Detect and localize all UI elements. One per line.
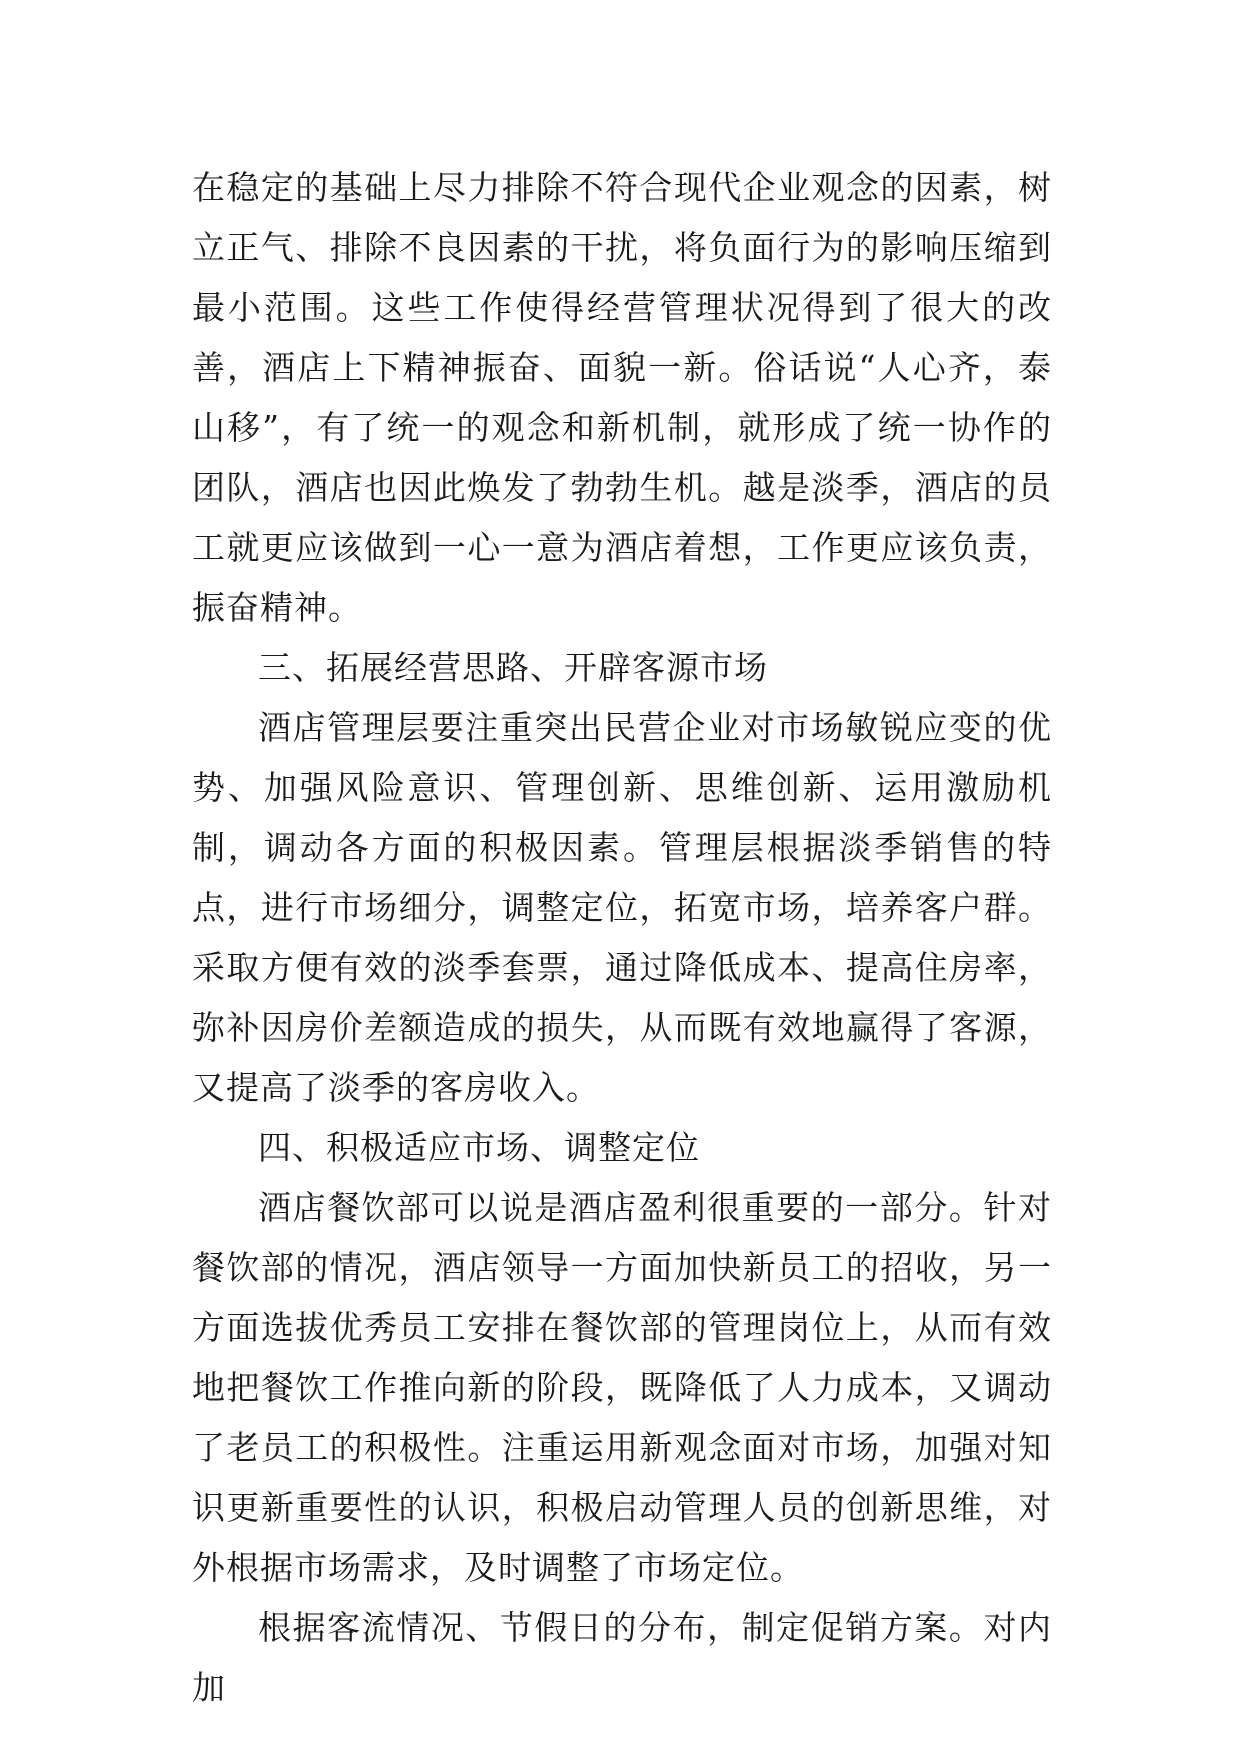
- document-body: [192, 158, 1052, 1718]
- paragraph-catering: 酒店餐饮部可以说是酒店盈利很重要的一部分。针对餐饮部的情况，酒店领导一方面加快新员工的招收，另一方面选拔优秀员工安排在餐饮部的管理岗位上，从而有效地把餐饮工作推向新的阶段，既降低了人力成本，又调动了老员工的积极性。注重运用新观念面对市场，加强对知识更新重要性的认识，积极启动管理人员的创新思维，对外根据市场需求，及时调整了市场定位。: [192, 1188, 1052, 1587]
- section-heading-3: 三、拓展经营思路、开辟客源市场: [258, 648, 768, 687]
- paragraph-market-strategy: 酒店管理层要注重突出民营企业对市场敏锐应变的优势、加强风险意识、管理创新、思维创新、运用激励机制，调动各方面的积极因素。管理层根据淡季销售的特点，进行市场细分，调整定位，拓宽市场，培养客户群。采取方便有效的淡季套票，通过降低成本、提高住房率，弥补因房价差额造成的损失，从而既有效地赢得了客源，又提高了淡季的客房收入。: [192, 708, 1052, 1107]
- section-heading-4: 四、积极适应市场、调整定位: [258, 1128, 700, 1167]
- paragraph-continuation: 在稳定的基础上尽力排除不符合现代企业观念的因素，树立正气、排除不良因素的干扰，将负面行为的影响压缩到最小范围。这些工作使得经营管理状况得到了很大的改善，酒店上下精神振奋、面貌一新。俗话说“人心齐，泰山移”，有了统一的观念和新机制，就形成了统一协作的团队，酒店也因此焕发了勃勃生机。越是淡季，酒店的员工就更应该做到一心一意为酒店着想，工作更应该负责，振奋精神。: [192, 168, 1052, 627]
- paragraph-promotion: 根据客流情况、节假日的分布，制定促销方案。对内加: [192, 1608, 1052, 1707]
